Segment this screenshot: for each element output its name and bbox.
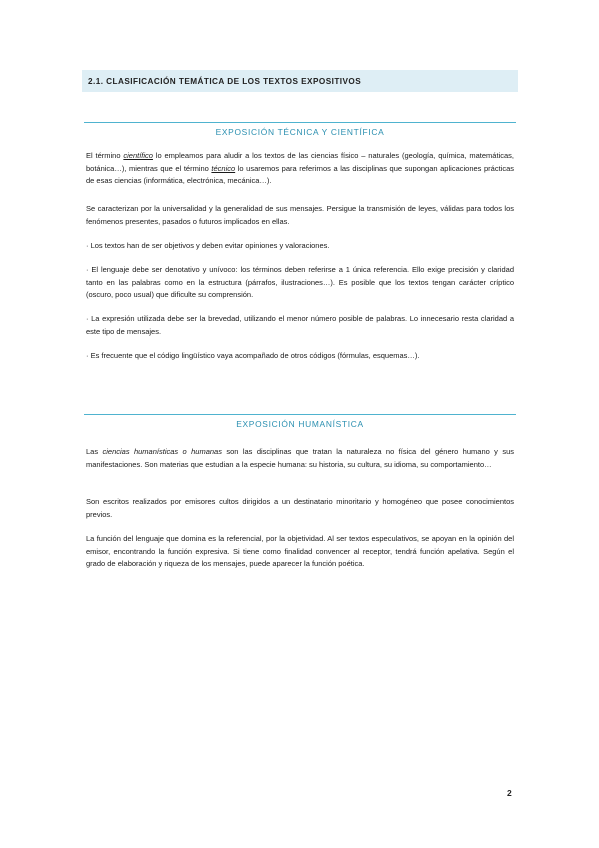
humanistic-paragraph-audience: Son escritos realizados por emisores cultos dirigidos a un destinatario minoritario y homogéneo que posee conocimientos previos. [86, 497, 514, 519]
page-number: 2 [507, 788, 512, 798]
technical-bullet-objectivity: · Los textos han de ser objetivos y deben evitar opiniones y valoraciones. [86, 241, 330, 250]
humanistic-heading: EXPOSICIÓN HUMANÍSTICA [236, 419, 364, 429]
term-ciencias-humanisticas: ciencias humanísticas o humanas [102, 447, 222, 456]
technical-paragraph-characteristics: Se caracterizan por la universalidad y la generalidad de sus mensajes. Persigue la transmisión de leyes, válidas para todos los fenómenos presentes, pasados o futuros implicados en ellas. [86, 204, 514, 226]
section-title: 2.1. CLASIFICACIÓN TEMÁTICA DE LOS TEXTOS EXPOSITIVOS [88, 76, 362, 86]
technical-bullet-brevity: · La expresión utilizada debe ser la brevedad, utilizando el menor número posible de palabras. Lo innecesario resta claridad a este tipo de mensajes. [86, 314, 514, 336]
term-cientifico: científico [123, 151, 153, 160]
technical-bullet-codes: · Es frecuente que el código lingüístico vaya acompañado de otros códigos (fórmulas, esquemas…). [86, 351, 420, 360]
humanistic-paragraph-functions: La función del lenguaje que domina es la referencial, por la objetividad. Al ser textos especulativos, se apoyan en la opinión del emisor, encontrando la función expresiva. Si tiene como finalidad convencer al receptor, tendrá función apelativa. Según el grado de elaboración y riqueza de los mensajes, puede aparecer la función poética. [86, 534, 514, 568]
humanistic-heading-rule [84, 414, 516, 415]
section-title-bar [82, 70, 518, 92]
humanistic-paragraph-definition: Las ciencias humanísticas o humanas son las disciplinas que tratan la naturaleza no física del género humano y sus manifestaciones. Son materias que estudian a la especie humana: su historia, su cultura, su idioma, su comportamiento… [86, 447, 514, 469]
technical-paragraph-definition: El término científico lo empleamos para aludir a los textos de las ciencias físico – naturales (geología, química, matemáticas, botánica…), mientras que el término técnico lo usaremos para referirnos a las disciplinas que supongan aplicaciones prácticas de esas ciencias (informática, electrónica, mecánica…). [86, 151, 514, 185]
technical-heading-rule [84, 122, 516, 123]
term-tecnico: técnico [211, 163, 236, 173]
technical-heading: EXPOSICIÓN TÉCNICA Y CIENTÍFICA [215, 127, 385, 137]
technical-bullet-language: · El lenguaje debe ser denotativo y unívoco: los términos deben referirse a 1 única referencia. Ello exige precisión y claridad tanto en las palabras como en la estructura (párrafos, ilustraciones…). Es posible que los textos tengan carácter críptico (oscuro, poco usual) que dificulte su comprensión. [86, 265, 514, 299]
